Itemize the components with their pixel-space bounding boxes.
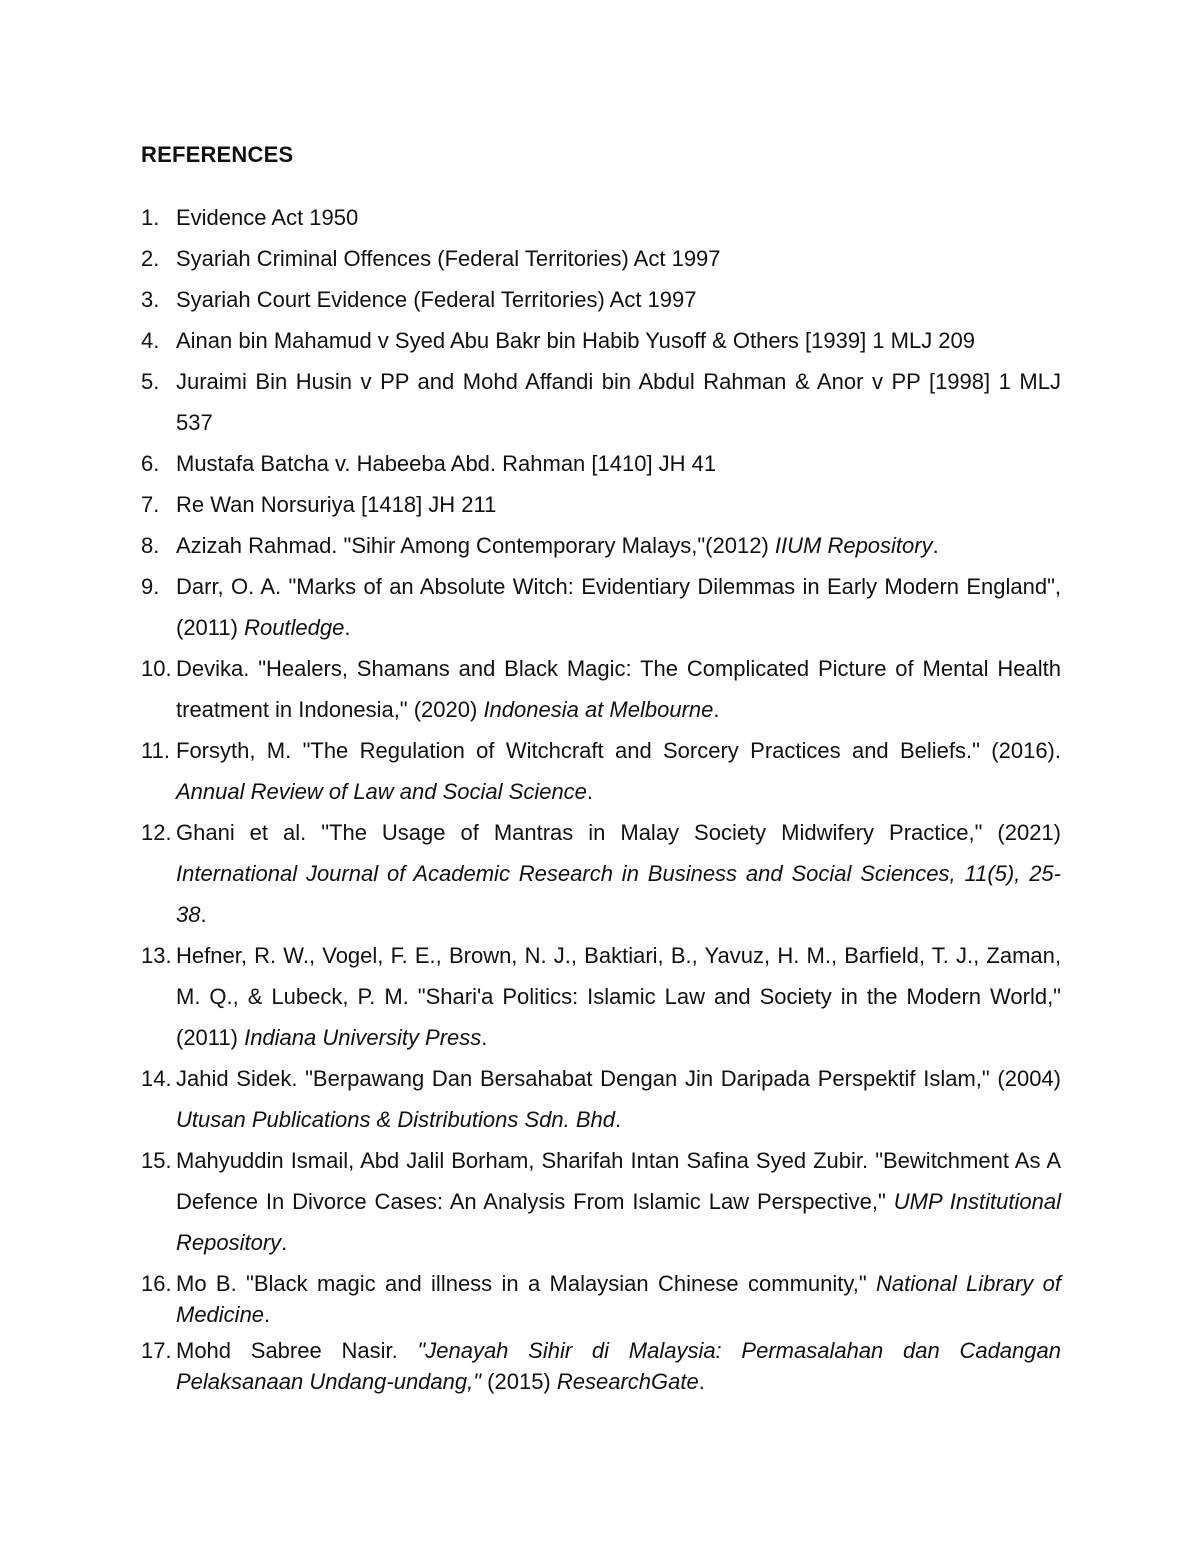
- reference-number: 4.: [141, 328, 160, 353]
- reference-source: National Library of Medicine: [176, 1271, 1061, 1327]
- reference-tail: .: [615, 1107, 622, 1132]
- reference-item: [141, 1058, 1061, 1140]
- reference-number: 1.: [141, 205, 160, 230]
- reference-number: 2.: [141, 246, 160, 271]
- reference-tail: .: [264, 1302, 271, 1327]
- reference-source: Utusan Publications & Distributions Sdn. Bhd: [176, 1107, 616, 1132]
- reference-number: 12.: [141, 820, 172, 845]
- reference-mid: (2015): [481, 1369, 557, 1394]
- reference-item: [141, 238, 1061, 279]
- reference-source: Routledge: [244, 615, 345, 640]
- reference-number: 14.: [141, 1066, 172, 1091]
- reference-number: 15.: [141, 1148, 172, 1173]
- reference-text: Ainan bin Mahamud v Syed Abu Bakr bin Habib Yusoff & Others [1939] 1 MLJ 209: [176, 328, 976, 353]
- reference-number: 16.: [141, 1271, 172, 1296]
- reference-number: 9.: [141, 574, 160, 599]
- reference-source: ResearchGate: [556, 1369, 699, 1394]
- reference-tail: .: [344, 615, 351, 640]
- reference-text: Evidence Act 1950: [176, 205, 359, 230]
- reference-item: [141, 525, 1061, 566]
- reference-tail: .: [698, 1369, 705, 1394]
- reference-item: [141, 484, 1061, 525]
- reference-text: Forsyth, M. "The Regulation of Witchcraft and Sorcery Practices and Beliefs." (2016).: [176, 738, 1061, 763]
- reference-text: Re Wan Norsuriya [1418] JH 211: [176, 492, 497, 517]
- reference-item: [141, 566, 1061, 648]
- reference-tail: .: [200, 902, 207, 927]
- reference-item: [141, 197, 1061, 238]
- reference-text: Mo B. "Black magic and illness in a Malaysian Chinese community,": [176, 1271, 876, 1296]
- reference-tail: .: [281, 1230, 288, 1255]
- reference-item: [141, 1268, 1061, 1330]
- reference-source: Indiana University Press: [244, 1025, 482, 1050]
- reference-number: 8.: [141, 533, 160, 558]
- reference-text: Darr, O. A. "Marks of an Absolute Witch: Evidentiary Dilemmas in Early Modern England", (2011): [176, 574, 1061, 640]
- reference-item: [141, 935, 1061, 1058]
- reference-text: Mustafa Batcha v. Habeeba Abd. Rahman [1410] JH 41: [176, 451, 717, 476]
- reference-text: Syariah Court Evidence (Federal Territories) Act 1997: [176, 287, 697, 312]
- reference-number: 10.: [141, 656, 172, 681]
- reference-text: Ghani et al. "The Usage of Mantras in Malay Society Midwifery Practice," (2021): [176, 820, 1061, 845]
- reference-item: [141, 812, 1061, 935]
- reference-source: International Journal of Academic Research in Business and Social Sciences, 11(5), 25-38: [176, 861, 1061, 927]
- reference-source: IIUM Repository: [774, 533, 933, 558]
- reference-number: 17.: [141, 1338, 172, 1363]
- reference-item: [141, 648, 1061, 730]
- reference-number: 6.: [141, 451, 160, 476]
- reference-tail: .: [586, 779, 594, 804]
- reference-title: "Jenayah Sihir di Malaysia: Permasalahan dan Cadangan Pelaksanaan Undang-undang,": [176, 1338, 1061, 1394]
- reference-text: Juraimi Bin Husin v PP and Mohd Affandi bin Abdul Rahman & Anor v PP [1998] 1 MLJ 537: [176, 369, 1061, 435]
- reference-text: Hefner, R. W., Vogel, F. E., Brown, N. J., Baktiari, B., Yavuz, H. M., Barfield, T. J., Zaman, M. Q., & Lubeck, P. M. "Shari'a Politics: Islamic Law and Society in the Modern World," (2011): [176, 943, 1061, 1050]
- reference-text: Jahid Sidek. "Berpawang Dan Bersahabat Dengan Jin Daripada Perspektif Islam," (2004): [176, 1066, 1061, 1091]
- reference-number: 5.: [141, 369, 160, 394]
- reference-item: [141, 1335, 1061, 1397]
- reference-source: UMP Institutional Repository: [176, 1189, 1061, 1255]
- reference-text: Syariah Criminal Offences (Federal Territories) Act 1997: [176, 246, 721, 271]
- reference-number: 11.: [141, 738, 170, 763]
- reference-tail: .: [713, 697, 720, 722]
- reference-number: 3.: [141, 287, 160, 312]
- references-heading: REFERENCES: [141, 142, 294, 167]
- reference-text: Mahyuddin Ismail, Abd Jalil Borham, Sharifah Intan Safina Syed Zubir. "Bewitchment As A Defence In Divorce Cases: An Analysis From Islamic Law Perspective,": [176, 1148, 1061, 1214]
- reference-item: [141, 443, 1061, 484]
- reference-item: [141, 730, 1061, 812]
- reference-tail: .: [481, 1025, 488, 1050]
- reference-text: Mohd Sabree Nasir.: [176, 1338, 418, 1363]
- reference-list: [141, 197, 1061, 1402]
- reference-tail: .: [932, 533, 939, 558]
- reference-text: Azizah Rahmad. "Sihir Among Contemporary Malays,"(2012): [176, 533, 775, 558]
- reference-text: Devika. "Healers, Shamans and Black Magic: The Complicated Picture of Mental Health treatment in Indonesia," (2020): [176, 656, 1061, 722]
- reference-item: [141, 279, 1061, 320]
- reference-item: [141, 1140, 1061, 1263]
- reference-item: [141, 361, 1061, 443]
- reference-number: 13.: [141, 943, 172, 968]
- reference-source: Annual Review of Law and Social Science: [176, 779, 587, 804]
- reference-number: 7.: [141, 492, 160, 517]
- reference-source: Indonesia at Melbourne: [483, 697, 714, 722]
- reference-item: [141, 320, 1061, 361]
